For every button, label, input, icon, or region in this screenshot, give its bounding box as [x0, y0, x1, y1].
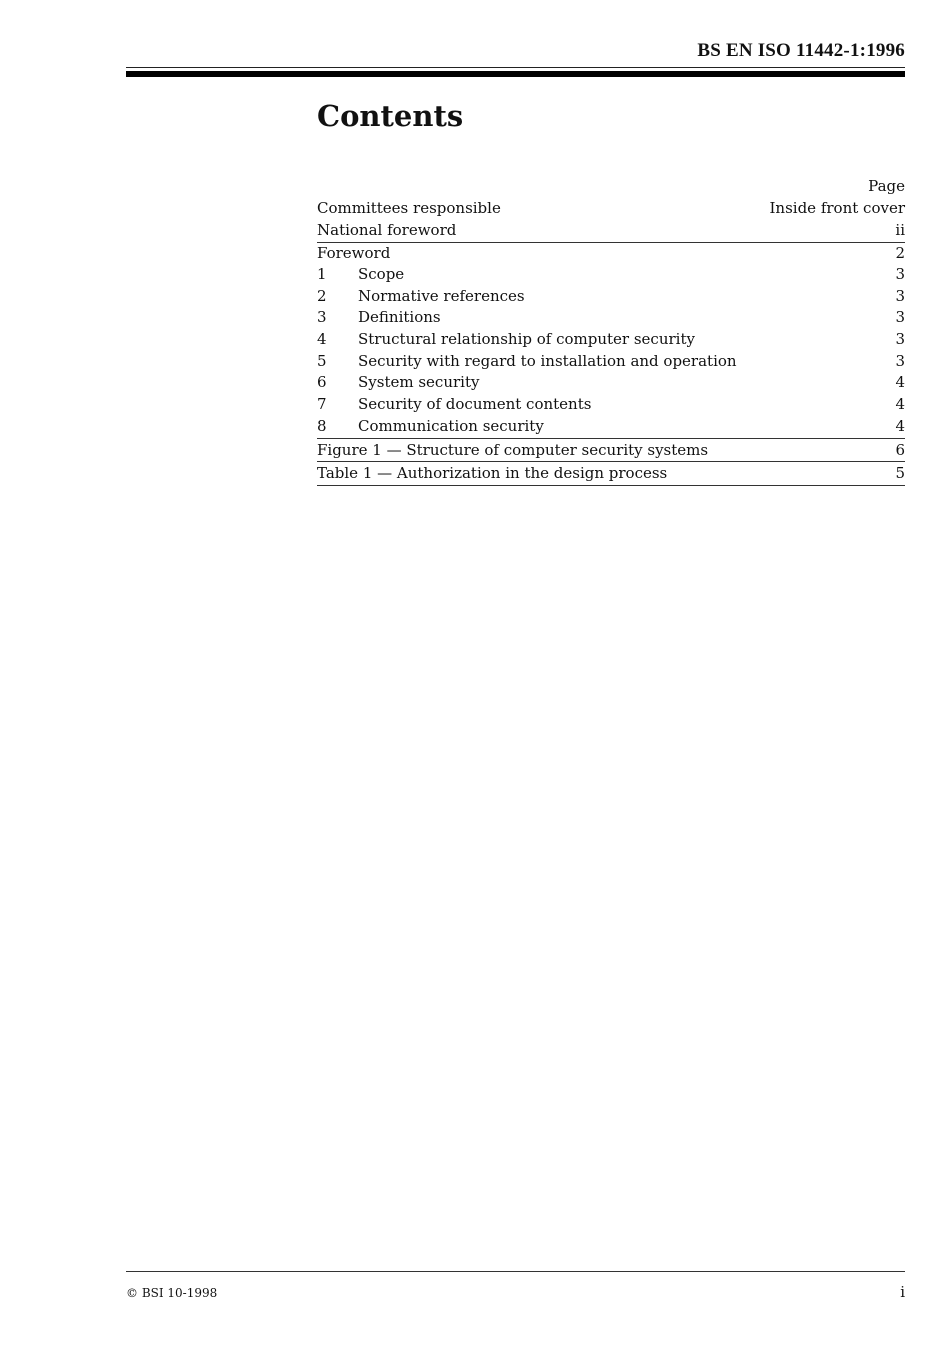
toc-entry-page: 4	[895, 417, 905, 436]
toc-entry-committees[interactable]	[317, 198, 905, 220]
toc-entry-national-foreword[interactable]	[317, 219, 905, 243]
toc-entry-label: System security	[358, 373, 480, 392]
toc-entry-clause-4[interactable]	[317, 329, 905, 351]
toc-entry-label: Table 1 — Authorization in the design process	[317, 464, 668, 483]
toc-entry-clause-3[interactable]	[317, 307, 905, 329]
footer-rule	[126, 1271, 905, 1272]
toc-clause-number: 7	[317, 394, 327, 413]
toc-page-heading-row	[317, 176, 905, 198]
toc-entry-label: Scope	[358, 265, 405, 284]
document-id: BS EN ISO 11442-1:1996	[697, 40, 905, 61]
toc-entry-page: 4	[895, 373, 905, 392]
toc-entry-page: Inside front cover	[769, 198, 905, 217]
toc-page-heading: Page	[868, 177, 905, 195]
toc-entry-label: Foreword	[317, 243, 391, 262]
toc-entry-page: 3	[895, 330, 905, 349]
toc-entry-label: Security with regard to installation and operation	[358, 351, 737, 370]
header-rule-thin	[126, 67, 905, 68]
toc-entry-page: ii	[895, 221, 905, 240]
toc-entry-page: 5	[895, 464, 905, 483]
toc-entry-clause-1[interactable]	[317, 264, 905, 286]
toc-entry-page: 3	[895, 308, 905, 327]
toc-entry-label: Normative references	[358, 286, 525, 305]
toc-entry-label: Committees responsible	[317, 198, 501, 217]
toc-clause-number: 5	[317, 351, 327, 370]
toc-clause-number: 8	[317, 417, 327, 436]
copyright-notice: © BSI 10-1998	[126, 1286, 218, 1300]
page-title: Contents	[317, 99, 464, 133]
toc-entry-page: 2	[895, 243, 905, 262]
toc-entry-label: National foreword	[317, 221, 457, 240]
toc-entry-label: Communication security	[358, 417, 544, 436]
toc-entry-figure-1[interactable]	[317, 439, 905, 463]
toc-clause-number: 4	[317, 330, 327, 349]
toc-entry-clause-5[interactable]	[317, 351, 905, 373]
toc-entry-clause-8[interactable]	[317, 415, 905, 439]
toc-entry-page: 3	[895, 286, 905, 305]
toc-entry-label: Structural relationship of computer security	[358, 330, 695, 349]
toc-entry-table-1[interactable]	[317, 462, 905, 486]
toc-clause-number: 2	[317, 286, 327, 305]
toc-entry-clause-6[interactable]	[317, 372, 905, 394]
toc-entry-page: 4	[895, 394, 905, 413]
toc-entry-foreword[interactable]	[317, 243, 905, 265]
toc-entry-label: Figure 1 — Structure of computer security systems	[317, 440, 709, 459]
header-rule-thick	[126, 71, 905, 77]
toc-clause-number: 3	[317, 308, 327, 327]
toc-entry-page: 3	[895, 265, 905, 284]
toc-entry-label: Definitions	[358, 308, 441, 327]
table-of-contents	[317, 176, 905, 486]
toc-entry-page: 6	[895, 440, 905, 459]
toc-entry-label: Security of document contents	[358, 394, 592, 413]
toc-clause-number: 1	[317, 265, 327, 284]
toc-entry-clause-7[interactable]	[317, 394, 905, 416]
toc-entry-clause-2[interactable]	[317, 286, 905, 308]
toc-clause-number: 6	[317, 373, 327, 392]
toc-entry-page: 3	[895, 351, 905, 370]
page-number: i	[900, 1283, 905, 1301]
